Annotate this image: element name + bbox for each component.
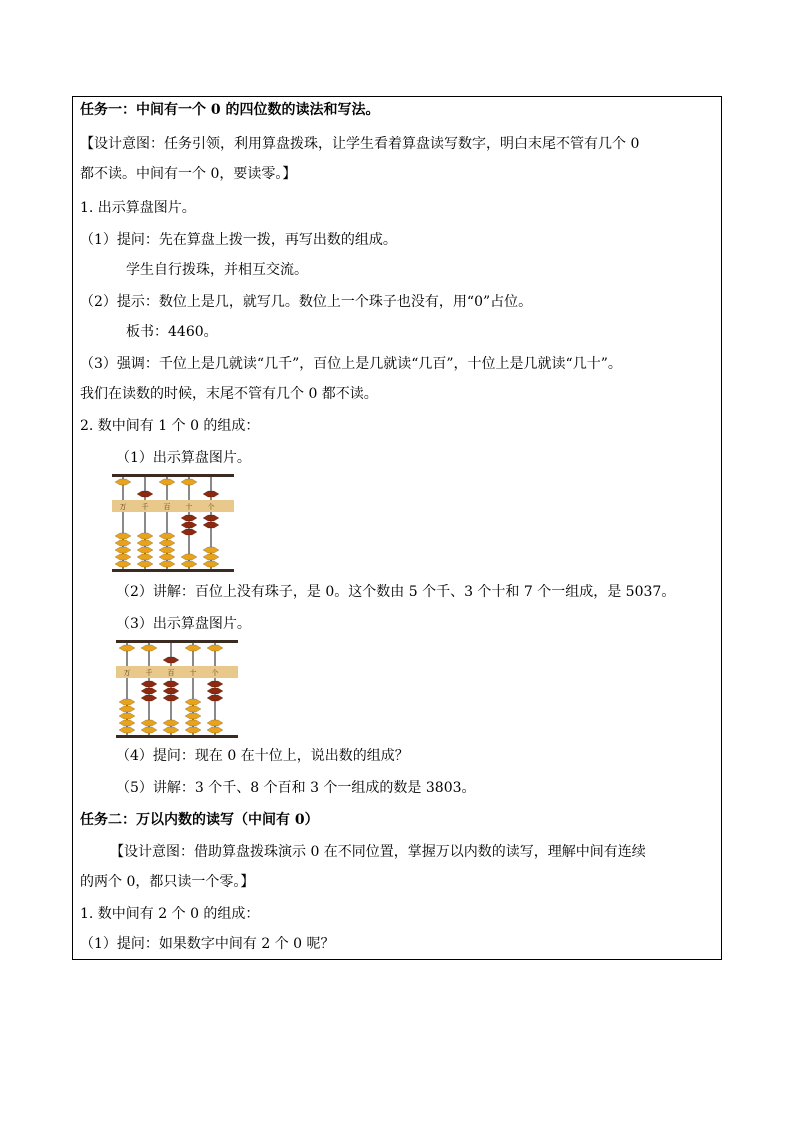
abacus-place-label: 万	[119, 503, 127, 511]
task1-step2: 2. 数中间有 1 个 0 的组成：	[80, 418, 260, 434]
abacus-bead	[119, 727, 135, 733]
task2-q1: （1）提问：如果数字中间有 2 个 0 呢？	[80, 936, 335, 952]
abacus-bead	[141, 688, 157, 694]
abacus-bead	[203, 547, 219, 553]
abacus-bead	[159, 547, 175, 553]
abacus-bead	[137, 491, 153, 497]
abacus-bead	[141, 645, 157, 651]
task1-q3: （3）强调：千位上是几就读“几千”，百位上是几就读“几百”，十位上是几就读“几十”。	[80, 356, 622, 372]
abacus-bead	[159, 540, 175, 546]
abacus-top-bar	[112, 474, 234, 477]
abacus-beam	[112, 500, 234, 512]
abacus-place-label: 万	[123, 669, 131, 677]
task1-s2-3: （3）出示算盘图片。	[116, 616, 251, 632]
abacus-bead	[141, 695, 157, 701]
task1-intent-line1: 【设计意图：任务引领，利用算盘拨珠，让学生看着算盘读写数字，明白末尾不管有几个 0	[80, 136, 640, 152]
abacus-bead	[207, 695, 223, 701]
abacus-bead	[207, 645, 223, 651]
abacus-top-bar	[116, 640, 238, 643]
abacus-bead	[115, 547, 131, 553]
task1-intent-line2: 都不读。中间有一个 0，要读零。】	[80, 166, 297, 182]
abacus-bead	[207, 688, 223, 694]
abacus-bead	[159, 561, 175, 567]
abacus-bead	[159, 533, 175, 539]
abacus-bead	[163, 657, 179, 663]
abacus-bead	[163, 727, 179, 733]
abacus-bead	[203, 561, 219, 567]
task2-step1: 1. 数中间有 2 个 0 的组成：	[80, 906, 260, 922]
abacus-place-label: 百	[167, 669, 175, 677]
abacus-bead	[137, 540, 153, 546]
abacus-bead	[141, 727, 157, 733]
abacus-bead	[203, 515, 219, 521]
abacus-bead	[181, 529, 197, 535]
task1-q2: （2）提示：数位上是几，就写几。数位上一个珠子也没有，用“0”占位。	[80, 294, 533, 310]
abacus-bead	[119, 645, 135, 651]
abacus-bead	[181, 561, 197, 567]
abacus-image-1	[112, 474, 234, 572]
task1-title: 任务一：中间有一个 0 的四位数的读法和写法。	[80, 102, 380, 118]
abacus-bead	[185, 720, 201, 726]
task1-q3-cont: 我们在读数的时候，末尾不管有几个 0 都不读。	[80, 386, 378, 402]
abacus-bead	[119, 706, 135, 712]
abacus-bead	[137, 533, 153, 539]
task1-s2-4: （4）提问：现在 0 在十位上，说出数的组成？	[116, 748, 409, 764]
abacus-bead	[141, 681, 157, 687]
abacus-bead	[203, 491, 219, 497]
task1-s2-5: （5）讲解：3 个千、8 个百和 3 个一组成的数是 3803。	[116, 780, 476, 796]
task1-step1: 1. 出示算盘图片。	[80, 200, 196, 216]
abacus-bead	[119, 713, 135, 719]
abacus-bead	[115, 561, 131, 567]
abacus-bead	[181, 515, 197, 521]
abacus-place-label: 个	[211, 669, 219, 677]
abacus-bead	[119, 699, 135, 705]
abacus-bead	[115, 554, 131, 560]
abacus-place-label: 千	[145, 669, 153, 677]
abacus-bead	[163, 681, 179, 687]
task1-q1: （1）提问：先在算盘上拨一拨，再写出数的组成。	[80, 232, 397, 248]
abacus-place-label: 千	[141, 503, 149, 511]
task2-intent-line1: 【设计意图：借助算盘拨珠演示 0 在不同位置，掌握万以内数的读写，理解中间有连续	[110, 844, 646, 860]
abacus-bead	[115, 533, 131, 539]
task1-q1-note: 学生自行拨珠，并相互交流。	[126, 262, 308, 278]
abacus-bead	[137, 547, 153, 553]
abacus-place-label: 十	[189, 669, 197, 677]
abacus-bead	[119, 720, 135, 726]
abacus-bead	[207, 681, 223, 687]
abacus-bead	[203, 554, 219, 560]
abacus-image-2	[116, 640, 238, 738]
abacus-bead	[137, 554, 153, 560]
abacus-bead	[141, 720, 157, 726]
abacus-place-label: 十	[185, 503, 193, 511]
abacus-bead	[181, 479, 197, 485]
abacus-beam	[116, 666, 238, 678]
abacus-bottom-bar	[112, 569, 234, 572]
abacus-bead	[203, 522, 219, 528]
abacus-place-label: 百	[163, 503, 171, 511]
abacus-bead	[185, 645, 201, 651]
task1-s2-2: （2）讲解：百位上没有珠子，是 0。这个数由 5 个千、3 个十和 7 个一组成，是 5037。	[116, 584, 676, 600]
abacus-bead	[185, 706, 201, 712]
task1-s2-1: （1）出示算盘图片。	[116, 450, 251, 466]
abacus-bead	[185, 713, 201, 719]
abacus-bead	[159, 554, 175, 560]
task2-intent-line2: 的两个 0，都只读一个零。】	[80, 874, 255, 890]
task2-title: 任务二：万以内数的读写（中间有 0）	[80, 812, 319, 828]
abacus-bead	[207, 727, 223, 733]
abacus-bead	[159, 479, 175, 485]
abacus-bead	[181, 554, 197, 560]
abacus-bead	[185, 699, 201, 705]
abacus-bead	[137, 561, 153, 567]
abacus-place-label: 个	[207, 503, 215, 511]
abacus-bead	[163, 695, 179, 701]
abacus-bottom-bar	[116, 735, 238, 738]
abacus-bead	[115, 479, 131, 485]
abacus-bead	[115, 540, 131, 546]
abacus-bead	[181, 522, 197, 528]
abacus-bead	[185, 727, 201, 733]
abacus-bead	[163, 688, 179, 694]
task1-q2-note: 板书：4460。	[126, 324, 218, 340]
abacus-bead	[163, 720, 179, 726]
abacus-bead	[207, 720, 223, 726]
